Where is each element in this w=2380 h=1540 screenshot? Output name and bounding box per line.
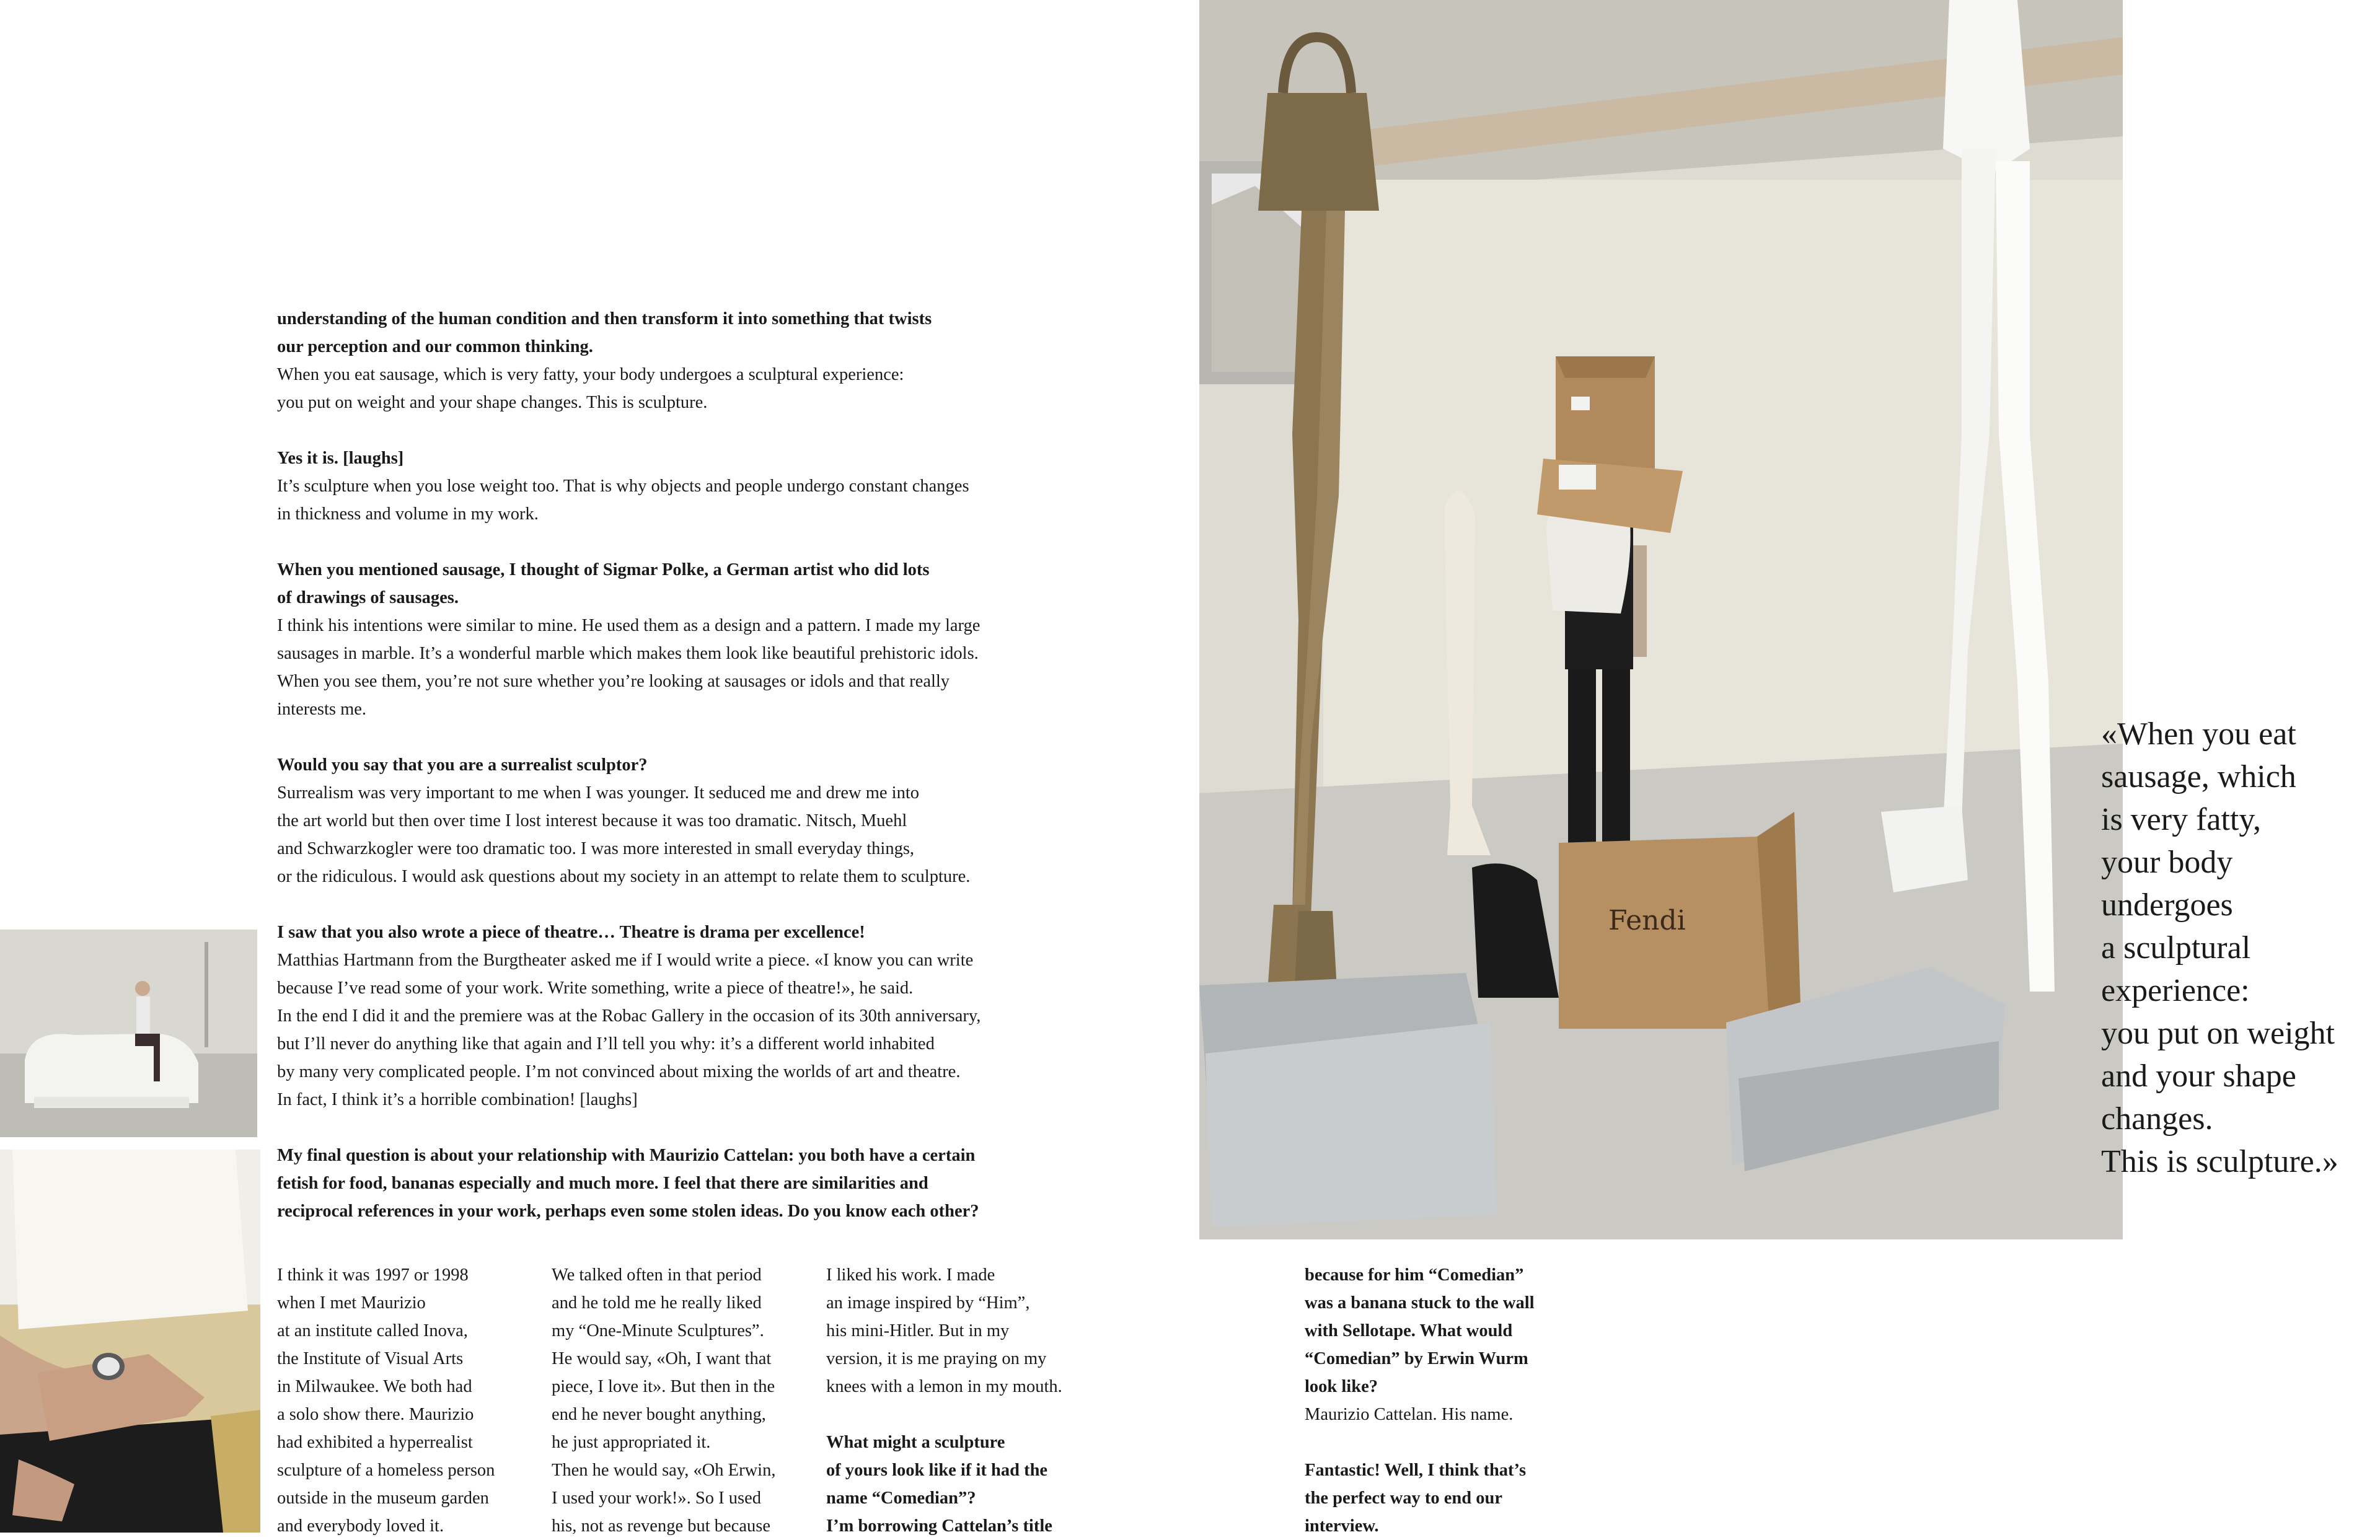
interview-answer: It’s sculpture when you lose weight too. That is why objects and people undergo constant changes in thickness and volume in my work. — [277, 477, 969, 524]
interview-column-2 — [552, 1261, 812, 1540]
interview-column-1 — [277, 1261, 537, 1540]
interview-question: Would you say that you are a surrealist sculptor? — [277, 755, 648, 775]
interview-column-3 — [826, 1261, 1099, 1540]
interview-answer: Matthias Hartmann from the Burgtheater asked me if I would write a piece. «I know you can write because I’ve read some of your work. Write something, write a piece of theatre!», he said. In the end I did it and the premiere was at the Robac Gallery in the occasion of its 30th anniversary, but I’ll never do anything like that again and I’ll tell you why: it’s a different world inhabited by many very complicated people. I’m not convinced about mixing the worlds of art and theatre. In fact, I think it’s a horrible combination! [laughs] — [277, 951, 981, 1109]
interview-question: Yes it is. [laughs] — [277, 449, 404, 468]
pull-quote — [2101, 713, 2374, 1183]
interview-answer: Maurizio Cattelan. His name. — [1305, 1405, 1514, 1424]
interview-answer: When you eat sausage, which is very fatty, your body undergoes a sculptural experience: you put on weight and your shape changes. This is sculpture. — [277, 365, 904, 412]
interview-answer: I liked his work. I made an image inspired by “Him”, his mini-Hitler. But in my version, it is me praying on my knees with a lemon in my mouth. — [826, 1265, 1062, 1396]
interview-question: When you mentioned sausage, I thought of Sigmar Polke, a German artist who did lots of drawings of sausages. — [277, 560, 930, 607]
photo-artist-on-car-sculpture — [0, 930, 257, 1137]
interview-answer: I think it was 1997 or 1998 when I met Maurizio at an institute called Inova, the Institute of Visual Arts in Milwaukee. We both had a solo show there. Maurizio had exhibited a hyperrealist sculpture of a homeless person outside in the museum garden and everybody loved it. — [277, 1265, 495, 1536]
interview-question: My final question is about your relationship with Maurizio Cattelan: you both have a certain fetish for food, bananas especially and much more. I feel that there are similarities and reciprocal references in your work, perhaps even some stolen ideas. Do you know each other? — [277, 1146, 979, 1221]
interview-question: understanding of the human condition and then transform it into something that twists our perception and our common thinking. — [277, 309, 932, 356]
pull-quote-text: «When you eat sausage, which is very fatty, your body undergoes a sculptural experience: you put on weight and your shape changes. This is sculpture.» — [2101, 716, 2338, 1179]
interview-question: I saw that you also wrote a piece of theatre… Theatre is drama per excellence! — [277, 923, 865, 942]
interview-question: because for him “Comedian” was a banana stuck to the wall with Sellotape. What would “Comedian” by Erwin Wurm look like? — [1305, 1265, 1535, 1396]
interview-answer: Surrealism was very important to me when I was younger. It seduced me and drew me into the art world but then over time I lost interest because it was too dramatic. Nitsch, Muehl and Schwarzkogler were too dramatic too. I was more interested in small everyday things, or the ridiculous. I would ask questions about my society in an attempt to relate them to sculpture. — [277, 783, 971, 886]
box-label: Fendi — [1608, 905, 1686, 936]
photo-gallery-sculptures — [1199, 0, 2123, 1239]
interview-column-4 — [1305, 1261, 1577, 1540]
photo-arm-with-watch — [0, 1150, 260, 1533]
interview-answer: I think his intentions were similar to mine. He used them as a design and a pattern. I made my large sausages in marble. It’s a wonderful marble which makes them look like beautiful prehistoric idols. When you see them, you’re not sure whether you’re looking at sausages or idols and that really interests me. — [277, 616, 981, 719]
interview-main-column — [277, 305, 1083, 1225]
interview-answer: We talked often in that period and he told me he really liked my “One-Minute Sculptures”. He would say, «Oh, I want that piece, I love it». But then in the end he never bought anything, he just appropriated it. Then he would say, «Oh Erwin, I used your work!». So I used his, not as revenge but because — [552, 1265, 776, 1536]
interview-question: Fantastic! Well, I think that’s the perfect way to end our interview. — [1305, 1461, 1527, 1536]
interview-question: What might a sculpture of yours look like if it had the name “Comedian”? I’m borrowing Cattelan’s title — [826, 1433, 1052, 1536]
